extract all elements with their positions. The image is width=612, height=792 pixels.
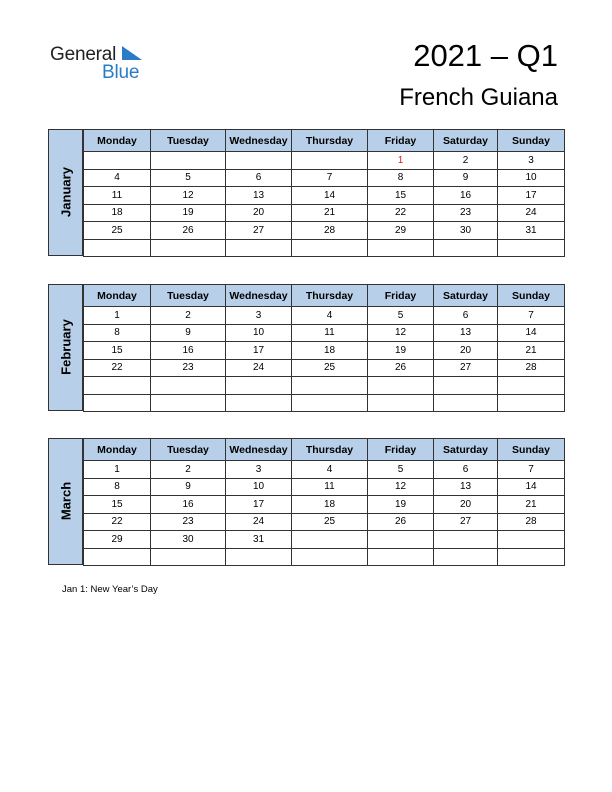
day-cell: 29	[368, 222, 434, 240]
day-cell	[84, 548, 151, 566]
weekday-header: Monday	[84, 439, 151, 461]
day-cell	[226, 394, 292, 412]
day-cell: 3	[226, 461, 292, 479]
day-cell: 10	[226, 478, 292, 496]
week-row	[84, 342, 565, 360]
day-cell: 13	[434, 324, 498, 342]
calendar-table	[83, 438, 565, 566]
day-cell: 3	[498, 152, 565, 170]
day-cell: 15	[368, 187, 434, 205]
day-cell: 11	[292, 478, 368, 496]
day-cell: 8	[368, 169, 434, 187]
day-cell	[292, 377, 368, 395]
calendar-table	[83, 129, 565, 257]
day-cell: 23	[151, 359, 226, 377]
day-cell: 27	[434, 513, 498, 531]
day-cell	[368, 531, 434, 549]
day-cell: 30	[434, 222, 498, 240]
day-cell	[84, 394, 151, 412]
day-cell: 21	[498, 496, 565, 514]
day-cell: 20	[226, 204, 292, 222]
day-cell: 22	[368, 204, 434, 222]
day-cell: 9	[151, 478, 226, 496]
day-cell: 6	[434, 461, 498, 479]
month-block-january	[48, 129, 564, 256]
week-row	[84, 513, 565, 531]
weekday-header: Tuesday	[151, 439, 226, 461]
day-cell: 2	[434, 152, 498, 170]
weekday-header: Monday	[84, 285, 151, 307]
day-cell: 28	[498, 513, 565, 531]
week-row	[84, 152, 565, 170]
day-cell: 10	[498, 169, 565, 187]
week-row	[84, 478, 565, 496]
day-cell: 12	[368, 478, 434, 496]
day-cell: 18	[292, 342, 368, 360]
day-cell	[151, 548, 226, 566]
day-cell: 19	[151, 204, 226, 222]
day-cell: 14	[498, 324, 565, 342]
day-cell: 4	[84, 169, 151, 187]
week-row	[84, 307, 565, 325]
week-row	[84, 359, 565, 377]
day-cell: 20	[434, 496, 498, 514]
day-cell	[434, 548, 498, 566]
day-cell	[84, 152, 151, 170]
day-cell	[368, 548, 434, 566]
week-row	[84, 169, 565, 187]
weekday-header: Friday	[368, 439, 434, 461]
day-cell: 5	[368, 461, 434, 479]
day-cell: 23	[434, 204, 498, 222]
day-cell: 11	[84, 187, 151, 205]
day-cell	[434, 377, 498, 395]
day-cell: 30	[151, 531, 226, 549]
day-cell: 21	[292, 204, 368, 222]
day-cell: 25	[292, 513, 368, 531]
day-cell: 19	[368, 496, 434, 514]
day-cell: 31	[498, 222, 565, 240]
day-cell: 25	[292, 359, 368, 377]
weekday-header: Wednesday	[226, 439, 292, 461]
day-cell: 28	[292, 222, 368, 240]
week-row	[84, 461, 565, 479]
weekday-header: Sunday	[498, 285, 565, 307]
week-row	[84, 496, 565, 514]
day-cell: 21	[498, 342, 565, 360]
day-cell: 16	[151, 342, 226, 360]
day-cell: 29	[84, 531, 151, 549]
logo-blue-text: Blue	[102, 62, 140, 83]
day-cell: 12	[151, 187, 226, 205]
day-cell: 2	[151, 461, 226, 479]
week-row	[84, 239, 565, 257]
day-cell: 1	[368, 152, 434, 170]
weekday-header: Thursday	[292, 285, 368, 307]
month-block-february	[48, 284, 564, 411]
day-cell: 13	[226, 187, 292, 205]
day-cell: 14	[498, 478, 565, 496]
day-cell: 17	[226, 496, 292, 514]
weekday-header: Wednesday	[226, 130, 292, 152]
day-cell: 27	[434, 359, 498, 377]
day-cell: 17	[498, 187, 565, 205]
day-cell: 26	[368, 359, 434, 377]
weekday-header: Friday	[368, 130, 434, 152]
week-row	[84, 204, 565, 222]
day-cell	[434, 531, 498, 549]
day-cell	[292, 394, 368, 412]
day-cell: 7	[498, 461, 565, 479]
day-cell	[498, 531, 565, 549]
week-row	[84, 548, 565, 566]
day-cell: 1	[84, 461, 151, 479]
logo-general-text: General	[50, 44, 117, 65]
day-cell	[434, 394, 498, 412]
day-cell: 18	[292, 496, 368, 514]
day-cell: 24	[226, 359, 292, 377]
day-cell: 9	[434, 169, 498, 187]
day-cell: 22	[84, 359, 151, 377]
day-cell	[84, 239, 151, 257]
day-cell: 3	[226, 307, 292, 325]
weekday-header: Monday	[84, 130, 151, 152]
day-cell: 27	[226, 222, 292, 240]
day-cell	[226, 152, 292, 170]
logo-triangle-icon	[122, 46, 142, 62]
page-title: 2021 – Q1	[413, 38, 558, 73]
day-cell: 26	[151, 222, 226, 240]
day-cell	[434, 239, 498, 257]
weekday-header: Sunday	[498, 130, 565, 152]
day-cell: 11	[292, 324, 368, 342]
month-name: February	[58, 319, 73, 376]
month-label-bar	[48, 284, 83, 411]
week-row	[84, 222, 565, 240]
day-cell: 28	[498, 359, 565, 377]
day-cell	[226, 377, 292, 395]
page-subtitle: French Guiana	[399, 84, 558, 111]
day-cell	[368, 377, 434, 395]
day-cell: 8	[84, 478, 151, 496]
day-cell: 6	[434, 307, 498, 325]
day-cell	[151, 394, 226, 412]
day-cell: 2	[151, 307, 226, 325]
day-cell: 4	[292, 307, 368, 325]
day-cell	[498, 377, 565, 395]
day-cell: 14	[292, 187, 368, 205]
day-cell: 4	[292, 461, 368, 479]
day-cell: 18	[84, 204, 151, 222]
day-cell: 26	[368, 513, 434, 531]
calendar-table	[83, 284, 565, 412]
day-cell: 5	[151, 169, 226, 187]
week-row	[84, 324, 565, 342]
day-cell: 17	[226, 342, 292, 360]
day-cell: 24	[498, 204, 565, 222]
weekday-header: Wednesday	[226, 285, 292, 307]
day-cell: 7	[292, 169, 368, 187]
generalblue-logo	[50, 44, 150, 84]
day-cell: 12	[368, 324, 434, 342]
week-row	[84, 377, 565, 395]
day-cell: 19	[368, 342, 434, 360]
day-cell	[226, 239, 292, 257]
weekday-header: Thursday	[292, 439, 368, 461]
day-cell: 23	[151, 513, 226, 531]
day-cell: 9	[151, 324, 226, 342]
month-name: March	[58, 482, 73, 521]
day-cell: 6	[226, 169, 292, 187]
weekday-header: Sunday	[498, 439, 565, 461]
day-cell	[292, 152, 368, 170]
day-cell: 15	[84, 342, 151, 360]
day-cell	[226, 548, 292, 566]
week-row	[84, 187, 565, 205]
weekday-header: Tuesday	[151, 130, 226, 152]
day-cell	[151, 239, 226, 257]
weekday-header: Saturday	[434, 285, 498, 307]
month-block-march	[48, 438, 564, 565]
week-row	[84, 531, 565, 549]
day-cell: 24	[226, 513, 292, 531]
holiday-note: Jan 1: New Year’s Day	[62, 584, 158, 595]
day-cell: 8	[84, 324, 151, 342]
day-cell: 22	[84, 513, 151, 531]
day-cell: 16	[434, 187, 498, 205]
day-cell	[498, 394, 565, 412]
day-cell	[151, 377, 226, 395]
day-cell: 15	[84, 496, 151, 514]
month-name: January	[58, 167, 73, 218]
day-cell: 10	[226, 324, 292, 342]
day-cell	[368, 239, 434, 257]
day-cell	[368, 394, 434, 412]
month-label-bar	[48, 438, 83, 565]
weekday-header: Tuesday	[151, 285, 226, 307]
day-cell: 20	[434, 342, 498, 360]
day-cell	[292, 531, 368, 549]
day-cell: 7	[498, 307, 565, 325]
month-label-bar	[48, 129, 83, 256]
week-row	[84, 394, 565, 412]
weekday-header: Saturday	[434, 130, 498, 152]
day-cell: 1	[84, 307, 151, 325]
day-cell	[498, 239, 565, 257]
day-cell	[498, 548, 565, 566]
day-cell: 16	[151, 496, 226, 514]
weekday-header: Thursday	[292, 130, 368, 152]
day-cell	[84, 377, 151, 395]
weekday-header: Friday	[368, 285, 434, 307]
day-cell	[292, 239, 368, 257]
day-cell: 25	[84, 222, 151, 240]
weekday-header: Saturday	[434, 439, 498, 461]
day-cell: 31	[226, 531, 292, 549]
day-cell: 5	[368, 307, 434, 325]
day-cell: 13	[434, 478, 498, 496]
day-cell	[292, 548, 368, 566]
day-cell	[151, 152, 226, 170]
